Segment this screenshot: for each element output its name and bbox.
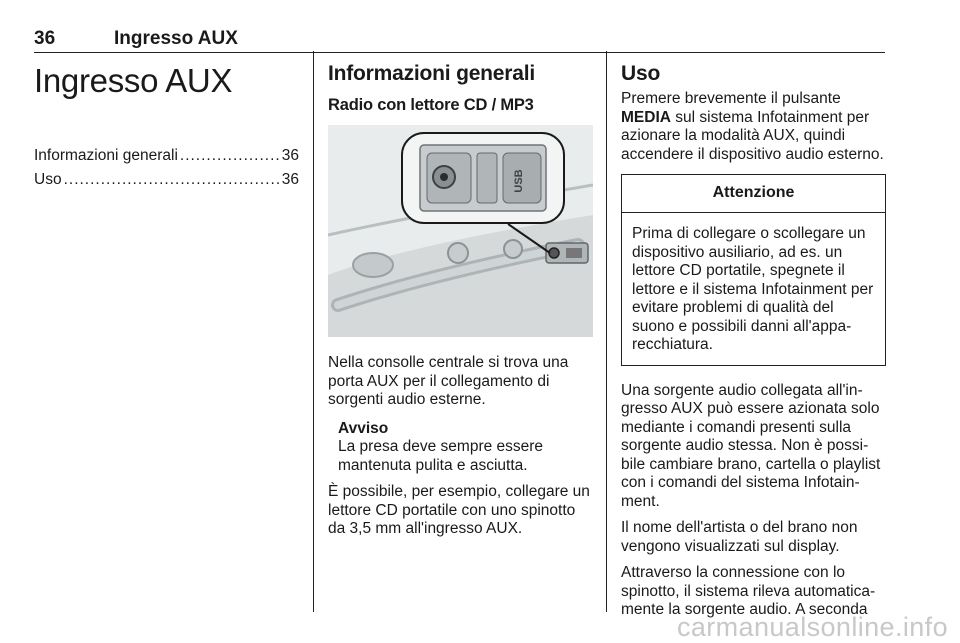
watermark: carmanualsonline.info xyxy=(676,612,948,642)
body-paragraph: Attraverso la connessione con lo spinotto, il sistema rileva automatica-mente la sorgente audio. A seconda xyxy=(621,564,876,618)
attention-box xyxy=(621,174,886,366)
column-general-info xyxy=(328,62,593,539)
attention-text: Prima di collegare o scollegare un dispositivo ausiliario, ad es. un lettore CD portatile, spegnete il lettore e il sistema Infotainment per evitare problemi di qualità del suono e possibili danni all'appa-recchiatura. xyxy=(632,225,874,353)
toc-entry-label: Informazioni generali xyxy=(34,147,178,164)
text-span: Premere brevemente il pulsante xyxy=(621,90,841,107)
console-aux-port-image xyxy=(328,125,593,337)
body-paragraph: Una sorgente audio collegata all'in-gresso AUX può essere azionata solo mediante i comandi presenti sulla sorgente audio stessa. Non è possi-bile cambiare brano, cartella o playlist con i comandi del sistema Infotain-ment. xyxy=(621,381,881,510)
table-of-contents xyxy=(34,144,299,192)
toc-leader xyxy=(64,168,280,192)
column-usage xyxy=(621,62,886,620)
section-subheading: Radio con lettore CD / MP3 xyxy=(328,96,534,114)
usb-port-label: USB xyxy=(513,169,525,193)
page-header xyxy=(34,26,885,53)
attention-body xyxy=(622,213,885,365)
toc-entry[interactable] xyxy=(34,144,299,168)
toc-entry-page: 36 xyxy=(281,171,299,188)
column-divider xyxy=(313,51,314,612)
body-paragraph: Il nome dell'artista o del brano non vengono visualizzati sul display. xyxy=(621,519,858,555)
toc-leader xyxy=(180,144,280,168)
console-illustration xyxy=(328,125,593,337)
text-span: sul sistema Infotainment per azionare la modalità AUX, quindi accendere il dispositivo audio esterno. xyxy=(621,108,884,163)
body-paragraph xyxy=(621,90,886,164)
column-divider xyxy=(606,51,607,612)
note-block xyxy=(338,420,593,476)
toc-entry-label: Uso xyxy=(34,171,62,188)
toc-entry-page: 36 xyxy=(281,147,299,164)
page-number: 36 xyxy=(34,28,56,49)
attention-title: Attenzione xyxy=(622,175,885,213)
section-heading: Uso xyxy=(621,62,661,85)
toc-entry[interactable] xyxy=(34,168,299,192)
body-paragraph: Nella consolle centrale si trova una porta AUX per il collegamento di sorgenti audio esterne. xyxy=(328,354,569,408)
column-chapter xyxy=(34,58,299,192)
body-paragraph: È possibile, per esempio, collegare un lettore CD portatile con uno spinotto da 3,5 mm all'ingresso AUX. xyxy=(328,483,590,537)
chapter-title: Ingresso AUX xyxy=(34,62,233,99)
note-label: Avviso xyxy=(338,419,389,437)
media-button-reference: MEDIA xyxy=(621,108,671,126)
note-text: La presa deve sempre essere mantenuta pulita e asciutta. xyxy=(338,438,544,474)
section-heading: Informazioni generali xyxy=(328,62,535,85)
header-title: Ingresso AUX xyxy=(114,28,238,49)
